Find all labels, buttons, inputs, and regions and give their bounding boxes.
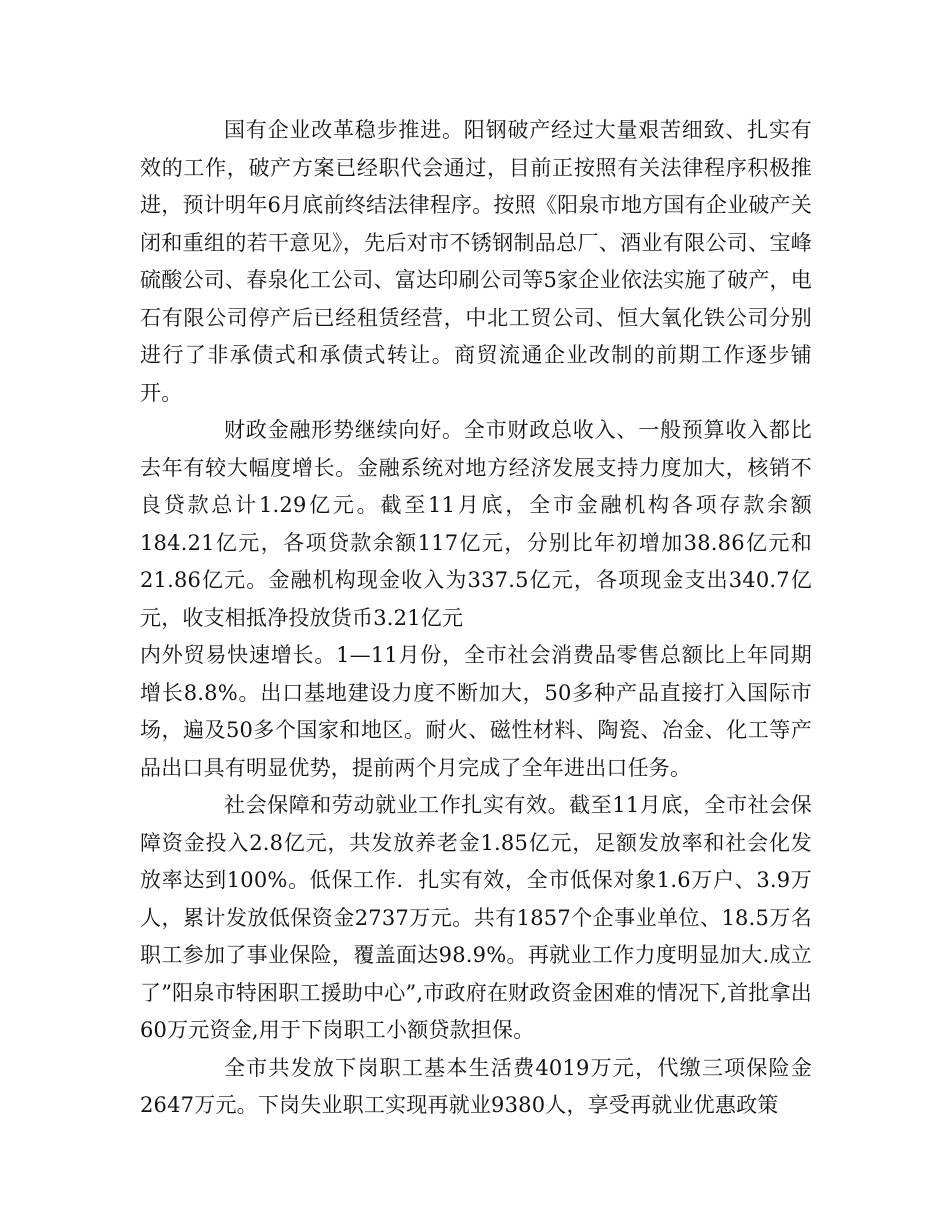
paragraph-reemployment: 全市共发放下岗职工基本生活费4019万元，代缴三项保险金2647万元。下岗失业职工实现再就业9380人，享受再就业优惠政策 <box>140 1055 812 1117</box>
document-body <box>140 112 812 1125</box>
paragraph-finance: 财政金融形势继续向好。全市财政总收入、一般预算收入都比去年有较大幅度增长。金融系统对地方经济发展支持力度加大，核销不良贷款总计1.29亿元。截至11月底，全市金融机构各项存款余额184.21亿元，各项贷款余额117亿元，分别比年初增加38.86亿元和21.86亿元。金融机构现金收入为337.5亿元，各项现金支出340.7亿元，收支相抵净投放货币3.21亿元 <box>140 418 812 630</box>
paragraph-social-security: 社会保障和劳动就业工作扎实有效。截至11月底，全市社会保障资金投入2.8亿元，共发放养老金1.85亿元，足额发放率和社会化发放率达到100%。低保工作．扎实有效，全市低保对象1.6万户、3.9万人，累计发放低保资金2737万元。共有1857个企事业单位、18.5万名职工参加了事业保险，覆盖面达98.9%。再就业工作力度明显加大.成立了”阳泉市特困职工援助中心”,市政府在财政资金困难的情况下,首批拿出60万元资金,用于下岗职工小额贷款担保。 <box>140 793 813 1042</box>
paragraph-state-enterprise-reform: 国有企业改革稳步推进。阳钢破产经过大量艰苦细致、扎实有效的工作，破产方案已经职代会通过，目前正按照有关法律程序积极推进，预计明年6月底前终结法律程序。按照《阳泉市地方国有企业破产关闭和重组的若干意见》，先后对市不锈钢制品总厂、酒业有限公司、宝峰硫酸公司、春泉化工公司、富达印刷公司等5家企业依法实施了破产，电石有限公司停产后已经租赁经营，中北工贸公司、恒大氧化铁公司分别进行了非承债式和承债式转让。商贸流通企业改制的前期工作逐步铺开。 <box>140 118 812 405</box>
paragraph-trade: 内外贸易快速增长。1—11月份，全市社会消费品零售总额比上年同期增长8.8%。出口基地建设力度不断加大，50多种产品直接打入国际市场，遍及50多个国家和地区。耐火、磁性材料、陶瓷、冶金、化工等产品出口具有明显优势，提前两个月完成了全年进出口任务。 <box>140 643 812 780</box>
